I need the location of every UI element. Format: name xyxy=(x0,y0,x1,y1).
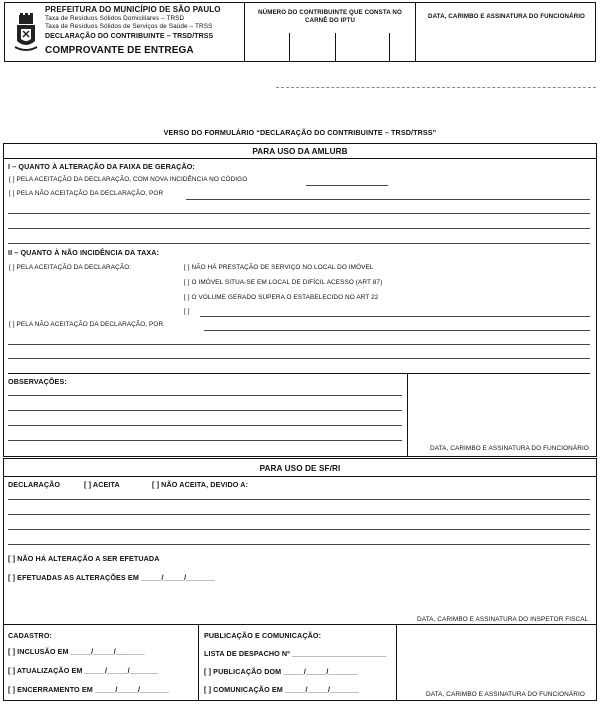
amlurb-title: PARA USO DA AMLURB xyxy=(252,147,348,156)
form-title: VERSO DO FORMULÁRIO “DECLARAÇÃO DO CONTRIBUINTE – TRSD/TRSS” xyxy=(163,128,437,137)
volume-exceeds-option[interactable]: [ ] O VOLUME GERADO SUPERA O ESTABELECIDO NO ART 22 xyxy=(184,294,379,301)
amlurb-section xyxy=(3,143,597,457)
bottom-stamp-label: DATA, CARIMBO E ASSINATURA DO FUNCIONÁRIO xyxy=(426,691,585,698)
amlurb-stamp-label: DATA, CARIMBO E ASSINATURA DO FUNCIONÁRIO xyxy=(430,445,589,452)
sec1-code-field[interactable] xyxy=(306,185,388,186)
sec1-reject-option[interactable]: [ ] PELA NÃO ACEITAÇÃO DA DECLARAÇÃO, POR xyxy=(9,190,164,197)
difficult-access-option[interactable]: [ ] O IMÓVEL SITUA-SE EM LOCAL DE DIFÍCIL ACESSO (ART 87) xyxy=(184,279,383,286)
dispatch-list-field[interactable]: LISTA DE DESPACHO Nº _______________________ xyxy=(204,649,387,658)
taxpayer-number-label-2: CARNÊ DO IPTU xyxy=(304,17,356,24)
org-name: PREFEITURA DO MUNICÍPIO DE SÃO PAULO xyxy=(45,5,221,14)
receipt-stamp-label: DATA, CARIMBO E ASSINATURA DO FUNCIONÁRIO xyxy=(428,13,585,20)
sec2-reject-option[interactable]: [ ] PELA NÃO ACEITAÇÃO DA DECLARAÇÃO, POR xyxy=(9,321,164,328)
tax-trsd-label: Taxa de Resíduos Sólidos Domiciliares – TRSD xyxy=(45,15,185,22)
dom-publication-option[interactable]: [ ] PUBLICAÇÃO DOM _____/_____/_______ xyxy=(204,667,358,676)
closure-option[interactable]: [ ] ENCERRAMENTO EM _____/_____/_______ xyxy=(8,685,169,694)
sec2-title: II – QUANTO À NÃO INCIDÊNCIA DA TAXA: xyxy=(8,248,160,257)
sfri-declaration-label: DECLARAÇÃO xyxy=(8,480,61,489)
tax-trss-label: Taxa de Resíduos Sólidos de Serviços de Saúde – TRSS xyxy=(45,23,213,30)
receipt-stamp-box xyxy=(415,2,596,62)
sec2-accept-option[interactable]: [ ] PELA ACEITAÇÃO DA DECLARAÇÃO: xyxy=(9,264,132,271)
sfri-section xyxy=(3,458,597,625)
sec1-title: I – QUANTO À ALTERAÇÃO DA FAIXA DE GERAÇÃO: xyxy=(8,162,195,171)
inclusion-option[interactable]: [ ] INCLUSÃO EM _____/_____/_______ xyxy=(8,647,145,656)
no-service-option[interactable]: [ ] NÃO HÁ PRESTAÇÃO DE SERVIÇO NO LOCAL DO IMÓVEL xyxy=(184,264,374,271)
bottom-section xyxy=(3,624,597,701)
receipt-header-box xyxy=(4,2,245,62)
cadastro-title: CADASTRO: xyxy=(8,631,53,640)
update-option[interactable]: [ ] ATUALIZAÇÃO EM _____/_____/_______ xyxy=(8,666,159,675)
no-change-option[interactable]: [ ] NÃO HÁ ALTERAÇÃO A SER EFETUADA xyxy=(8,554,160,563)
communication-option[interactable]: [ ] COMUNICAÇÃO EM _____/_____/_______ xyxy=(204,685,359,694)
taxpayer-number-box xyxy=(244,2,416,62)
taxpayer-number-field[interactable] xyxy=(245,33,415,62)
taxpayer-number-label-1: NÚMERO DO CONTRIBUINTE QUE CONSTA NO xyxy=(258,9,402,16)
other-reason-option[interactable]: [ ] xyxy=(184,308,190,315)
sec1-accept-option[interactable]: [ ] PELA ACEITAÇÃO DA DECLARAÇÃO, COM NOVA INCIDÊNCIA NO CÓDIGO xyxy=(9,176,248,183)
sfri-not-accepted-option[interactable]: [ ] NÃO ACEITA, DEVIDO A: xyxy=(152,480,249,489)
sfri-title: PARA USO DE SF/RI xyxy=(259,464,341,473)
inspector-stamp-label: DATA, CARIMBO E ASSINATURA DO INSPETOR FISCAL xyxy=(417,616,589,623)
city-coat-of-arms-icon xyxy=(14,11,38,53)
publication-title: PUBLICAÇÃO E COMUNICAÇÃO: xyxy=(204,631,322,640)
sfri-accepted-option[interactable]: [ ] ACEITA xyxy=(84,480,120,489)
observations-label: OBSERVAÇÕES: xyxy=(8,377,67,386)
receipt-title: COMPROVANTE DE ENTREGA xyxy=(45,45,194,56)
changes-made-option[interactable]: [ ] EFETUADAS AS ALTERAÇÕES EM _____/_____/_______ xyxy=(8,573,215,582)
declaration-title: DECLARAÇÃO DO CONTRIBUINTE – TRSD/TRSS xyxy=(45,33,214,40)
